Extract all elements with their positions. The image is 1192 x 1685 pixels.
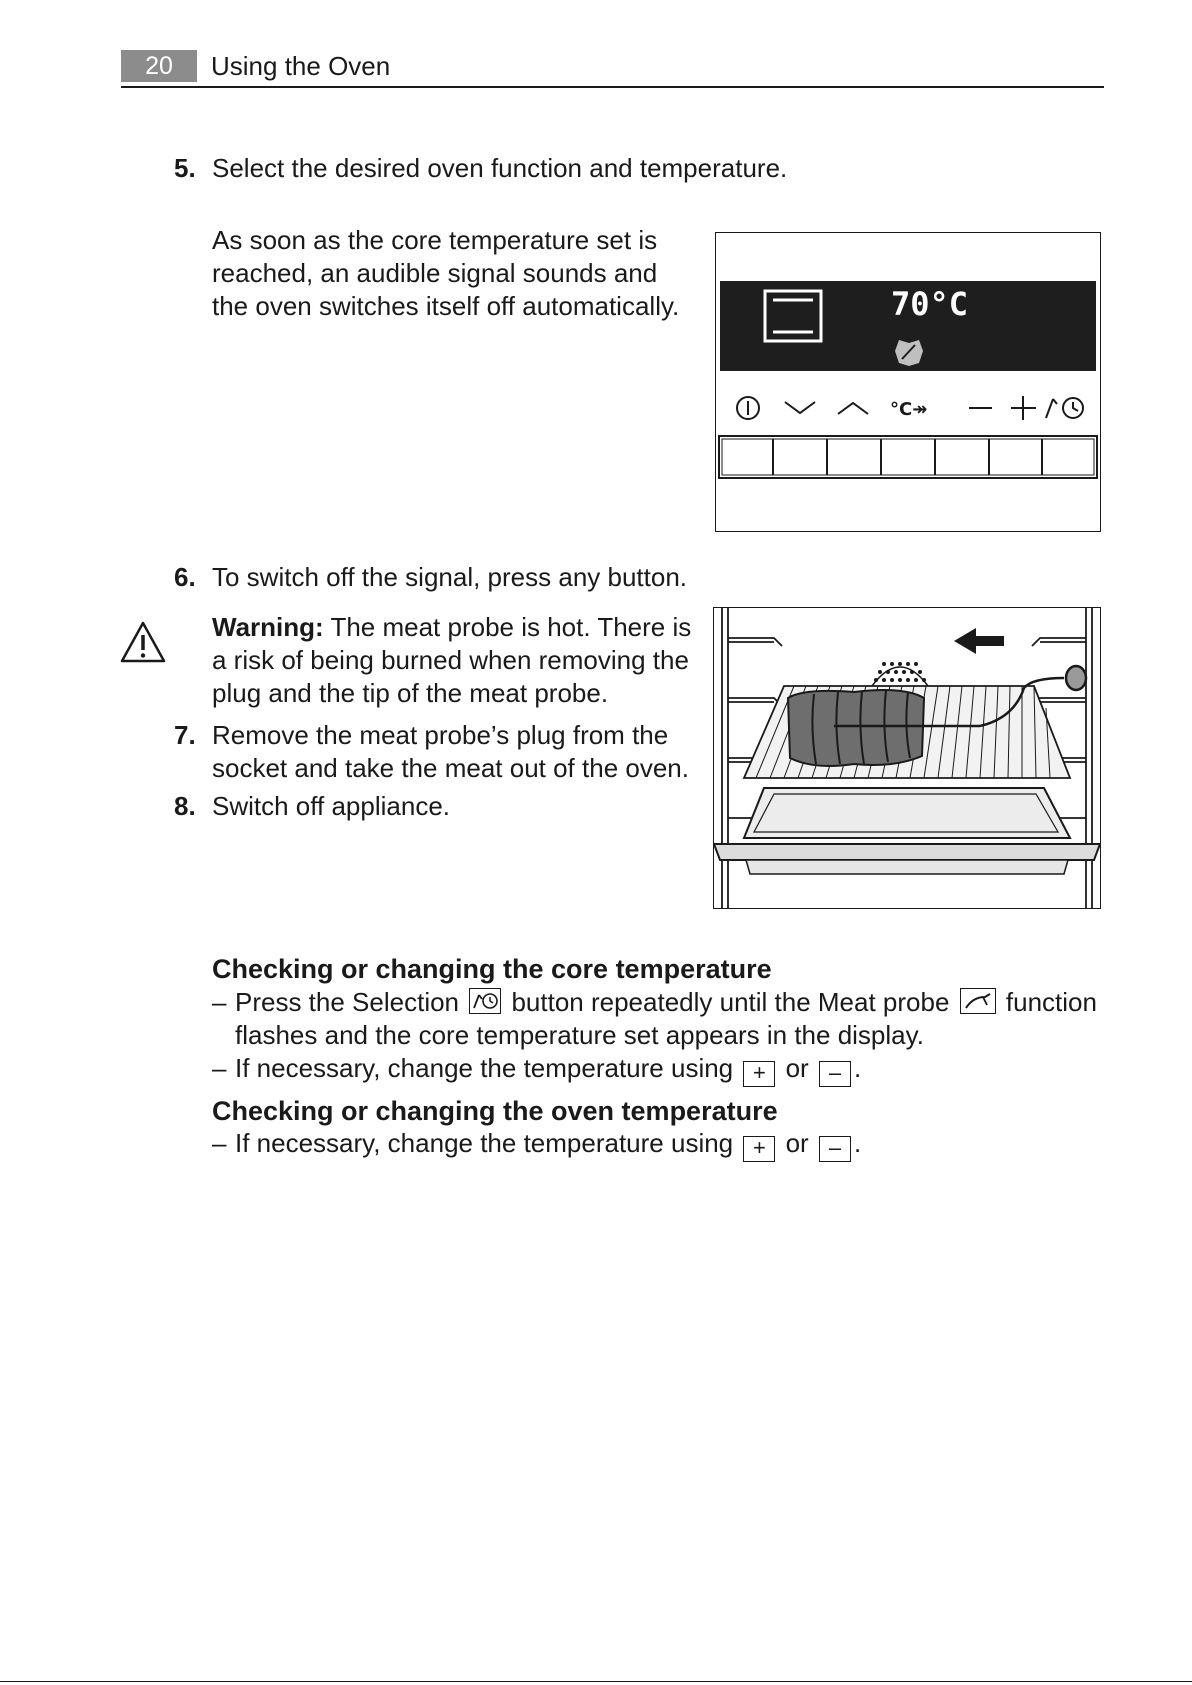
- oven-temp-heading: Checking or changing the oven temperature: [212, 1096, 778, 1126]
- header-title: Using the Oven: [211, 51, 391, 81]
- meat-probe-key-icon: [960, 988, 996, 1014]
- step-number: 5.: [174, 153, 196, 183]
- meat-probe-indicator: [895, 340, 923, 366]
- bullet-text: or: [778, 1053, 816, 1083]
- step-text: Switch off appliance.: [212, 791, 450, 821]
- page-number: 20: [121, 50, 197, 82]
- roast-meat: [788, 690, 924, 766]
- bullet-text: .: [853, 1128, 862, 1158]
- fast-heat-icon: °C↠: [890, 399, 928, 420]
- plus-key-icon: +: [743, 1136, 775, 1162]
- bullet-dash: –: [212, 1053, 227, 1083]
- plus-key-icon: +: [743, 1061, 775, 1087]
- selection-key-icon: [469, 988, 501, 1014]
- minus-key-icon: –: [819, 1061, 851, 1087]
- step-number: 6.: [174, 562, 196, 592]
- page-header: [121, 50, 1104, 88]
- footer-rule: [0, 1681, 1192, 1682]
- step-5-note: As soon as the core temperature set is reached, an audible signal sounds and the oven switches itself off automatically.: [212, 225, 680, 321]
- display-temperature: 70°C: [891, 285, 969, 323]
- step-text: Remove the meat probe’s plug from the socket and take the meat out of the oven.: [212, 720, 689, 783]
- control-panel-figure: [715, 232, 1101, 532]
- bullet-text: Press the Selection: [235, 987, 467, 1017]
- probe-socket-dots: [874, 662, 926, 682]
- arrow-left-icon: [954, 628, 1004, 654]
- bullet-text: or: [778, 1128, 816, 1158]
- bullet-dash: –: [212, 1128, 227, 1158]
- warning-body: The meat probe is hot. There is a risk of being burned when removing the plug and the tip of the meat probe.: [212, 612, 692, 708]
- probe-socket-cover: [872, 667, 928, 686]
- oven-interior-figure: [713, 607, 1101, 909]
- step-text: Select the desired oven function and temperature.: [212, 153, 788, 183]
- bullet-text: function flashes and the core temperature set appears in the display.: [235, 987, 1097, 1050]
- step-number: 7.: [174, 720, 196, 750]
- step-text: To switch off the signal, press any button.: [212, 562, 688, 592]
- step-number: 8.: [174, 791, 196, 821]
- warning-label: Warning:: [212, 612, 324, 642]
- bullet-text: button repeatedly until the Meat probe: [504, 987, 957, 1017]
- bullet-dash: –: [212, 987, 227, 1017]
- bullet-text: If necessary, change the temperature using: [235, 1053, 741, 1083]
- core-temp-heading: Checking or changing the core temperature: [212, 954, 772, 984]
- minus-key-icon: –: [819, 1136, 851, 1162]
- warning-text: [212, 611, 692, 710]
- baking-tray: [744, 788, 1070, 838]
- bullet-text: If necessary, change the temperature using: [235, 1128, 741, 1158]
- bullet-text: .: [853, 1053, 862, 1083]
- warning-icon: [120, 620, 166, 664]
